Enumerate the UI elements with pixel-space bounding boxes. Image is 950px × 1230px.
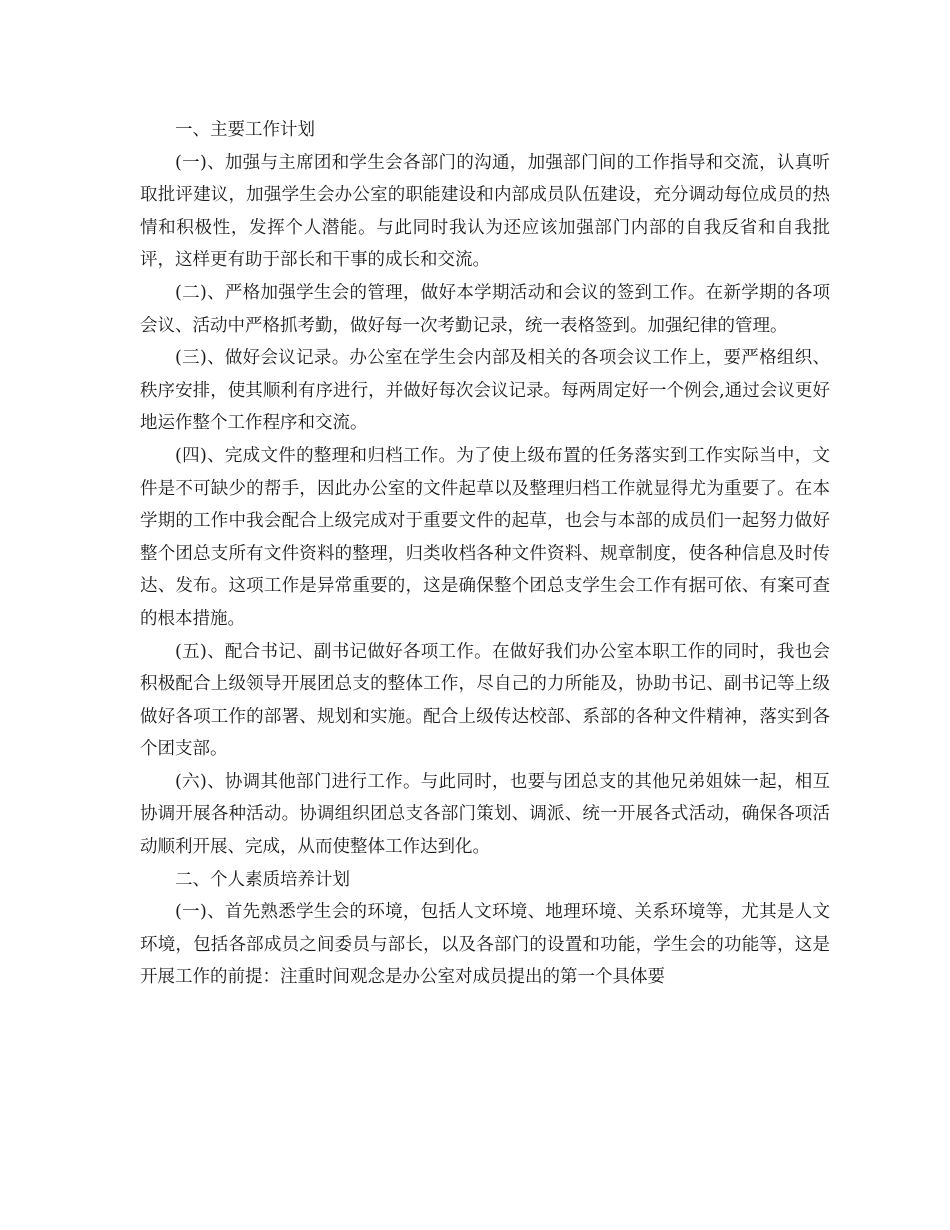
paragraph-management: (二)、严格加强学生会的管理，做好本学期活动和会议的签到工作。在新学期的各项会议、活动中严格抓考勤，做好每一次考勤记录，统一表格签到。加强纪律的管理。 <box>140 282 830 336</box>
section-heading-work-plan: 一、主要工作计划 <box>175 120 315 140</box>
document-body <box>140 114 830 994</box>
paragraph-communication: (一)、加强与主席团和学生会各部门的沟通，加强部门间的工作指导和交流，认真听取批评建议，加强学生会办公室的职能建设和内部成员队伍建设，充分调动每位成员的热情和积极性，发挥个人潜能。与此同时我认为还应该加强部门内部的自我反省和自我批评，这样更有助于部长和干事的成长和交流。 <box>140 152 830 271</box>
section-heading-personal-development: 二、个人素质培养计划 <box>175 869 350 890</box>
paragraph-file-archiving: (四)、完成文件的整理和归档工作。为了使上级布置的任务落实到工作实际当中，文件是不可缺少的帮手，因此办公室的文件起草以及整理归档工作就显得尤为重要了。在本学期的工作中我会配合上级完成对于重要文件的起草，也会与本部的成员们一起努力做好整个团总支所有文件资料的整理，归类收档各种文件资料、规章制度，使各种信息及时传达、发布。这项工作是异常重要的，这是确保整个团总支学生会工作有据可依、有案可查的根本措施。 <box>140 445 830 629</box>
paragraph-coordination: (六)、协调其他部门进行工作。与此同时，也要与团总支的其他兄弟姐妹一起，相互协调开展各种活动。协调组织团总支各部门策划、调派、统一开展各式活动，确保各项活动顺利开展、完成，从而使整体工作达到化。 <box>140 771 830 858</box>
paragraph-meeting-records: (三)、做好会议记录。办公室在学生会内部及相关的各项会议工作上，要严格组织、秩序安排，使其顺利有序进行，并做好每次会议记录。每两周定好一个例会,通过会议更好地运作整个工作程序和交流。 <box>140 348 830 434</box>
paragraph-assist-secretary: (五)、配合书记、副书记做好各项工作。在做好我们办公室本职工作的同时，我也会积极配合上级领导开展团总支的整体工作，尽自己的力所能及，协助书记、副书记等上级做好各项工作的部署、规划和实施。配合上级传达校部、系部的各种文件精神，落实到各个团支部。 <box>140 641 830 760</box>
paragraph-environment: (一)、首先熟悉学生会的环境，包括人文环境、地理环境、关系环境等，尤其是人文环境，包括各部成员之间委员与部长，以及各部门的设置和功能，学生会的功能等，这是开展工作的前提：注重时间观念是办公室对成员提出的第一个具体要 <box>140 902 830 988</box>
